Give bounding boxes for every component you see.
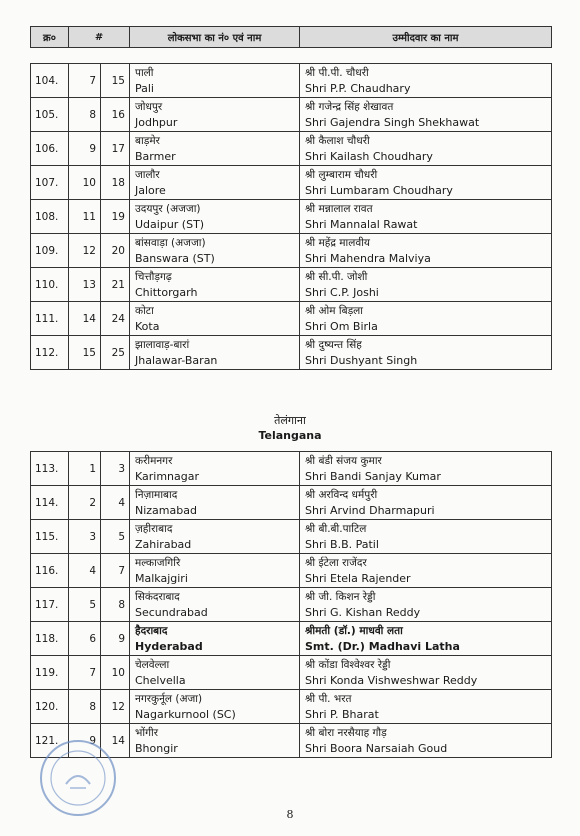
constituency-name-cell	[130, 690, 300, 724]
constituency-number: 19	[101, 200, 130, 234]
constituency-number: 18	[101, 166, 130, 200]
constituency-name-hindi: सिकंदराबाद	[135, 590, 180, 603]
candidate-name-cell	[300, 234, 552, 268]
candidate-name-english: Smt. (Dr.) Madhavi Latha	[305, 639, 460, 653]
constituency-number: 10	[101, 656, 130, 690]
candidate-name-english: Shri C.P. Joshi	[305, 285, 379, 299]
constituency-number: 8	[101, 588, 130, 622]
constituency-name-english: Jodhpur	[135, 115, 178, 129]
state-number: 9	[69, 724, 101, 758]
serial-number: 107.	[31, 166, 69, 200]
table-row	[31, 64, 552, 98]
candidate-name-cell	[300, 200, 552, 234]
candidate-name-english: Shri Konda Vishweshwar Reddy	[305, 673, 478, 687]
candidate-name-cell	[300, 132, 552, 166]
page-number: 8	[286, 808, 294, 821]
table-row	[31, 452, 552, 486]
candidate-name-cell	[300, 98, 552, 132]
candidate-name-hindi: श्री गजेन्द्र सिंह शेखावत	[305, 100, 394, 113]
serial-number: 108.	[31, 200, 69, 234]
constituency-name-english: Jhalawar-Baran	[135, 353, 218, 367]
constituency-name-cell	[130, 588, 300, 622]
constituency-name-english: Zahirabad	[135, 537, 192, 551]
constituency-name-hindi: कोटा	[135, 304, 154, 317]
constituency-name-english: Malkajgiri	[135, 571, 188, 585]
constituency-name-cell	[130, 98, 300, 132]
serial-number: 117.	[31, 588, 69, 622]
table-row	[31, 622, 552, 656]
state-number: 8	[69, 690, 101, 724]
constituency-name-english: Chelvella	[135, 673, 186, 687]
section-title-english: Telangana	[258, 429, 322, 442]
constituency-name-hindi: करीमनगर	[135, 454, 173, 467]
candidate-name-english: Shri Mannalal Rawat	[305, 217, 418, 231]
constituency-name-english: Bhongir	[135, 741, 178, 755]
state-number: 4	[69, 554, 101, 588]
candidate-name-english: Shri Kailash Choudhary	[305, 149, 433, 163]
candidate-name-cell	[300, 656, 552, 690]
constituency-name-hindi: उदयपुर (अजजा)	[135, 202, 201, 215]
constituency-number: 15	[101, 64, 130, 98]
table-row	[31, 520, 552, 554]
candidate-name-english: Shri Etela Rajender	[305, 571, 411, 585]
header-candidate: उम्मीदवार का नाम	[300, 27, 552, 48]
constituency-name-hindi: चेलवेल्ला	[135, 658, 170, 671]
candidate-name-hindi: श्री मन्नालाल रावत	[305, 202, 373, 215]
constituency-number: 7	[101, 554, 130, 588]
constituency-name-cell	[130, 132, 300, 166]
candidate-name-hindi: श्री महेंद्र मालवीय	[305, 236, 371, 249]
serial-number: 121.	[31, 724, 69, 758]
constituency-number: 3	[101, 452, 130, 486]
candidate-name-cell	[300, 690, 552, 724]
serial-number: 112.	[31, 336, 69, 370]
candidate-name-hindi: श्री पी. भरत	[305, 692, 352, 705]
constituency-number: 21	[101, 268, 130, 302]
candidate-name-cell	[300, 302, 552, 336]
constituency-name-hindi: मल्काजगिरि	[135, 556, 181, 569]
candidate-name-english: Shri B.B. Patil	[305, 537, 379, 551]
constituency-name-hindi: नगरकुर्नूल (अजा)	[135, 692, 203, 705]
constituency-number: 20	[101, 234, 130, 268]
table-row	[31, 554, 552, 588]
constituency-name-english: Secundrabad	[135, 605, 208, 619]
telangana-candidate-table	[30, 451, 552, 758]
candidate-name-english: Shri P. Bharat	[305, 707, 379, 721]
constituency-name-cell	[130, 64, 300, 98]
constituency-name-hindi: पाली	[135, 66, 154, 79]
serial-number: 105.	[31, 98, 69, 132]
state-number: 9	[69, 132, 101, 166]
table-row	[31, 690, 552, 724]
constituency-name-cell	[130, 268, 300, 302]
candidate-name-english: Shri Bandi Sanjay Kumar	[305, 469, 441, 483]
party-seal-stamp	[38, 738, 118, 818]
constituency-number: 24	[101, 302, 130, 336]
constituency-number: 9	[101, 622, 130, 656]
candidate-name-english: Shri Dushyant Singh	[305, 353, 418, 367]
constituency-name-english: Hyderabad	[135, 639, 203, 653]
table-row	[31, 166, 552, 200]
constituency-name-hindi: हैदराबाद	[135, 624, 168, 637]
constituency-name-cell	[130, 336, 300, 370]
candidate-name-english: Shri Mahendra Malviya	[305, 251, 431, 265]
candidate-name-cell	[300, 336, 552, 370]
constituency-name-english: Karimnagar	[135, 469, 200, 483]
constituency-name-cell	[130, 656, 300, 690]
constituency-name-english: Nagarkurnool (SC)	[135, 707, 236, 721]
serial-number: 120.	[31, 690, 69, 724]
constituency-name-cell	[130, 486, 300, 520]
table-row	[31, 234, 552, 268]
header-row	[31, 27, 552, 48]
serial-number: 118.	[31, 622, 69, 656]
table-row	[31, 132, 552, 166]
constituency-number: 12	[101, 690, 130, 724]
constituency-name-cell	[130, 302, 300, 336]
table-row	[31, 268, 552, 302]
constituency-number: 14	[101, 724, 130, 758]
constituency-number: 4	[101, 486, 130, 520]
candidate-name-hindi: श्रीमती (डॉ.) माधवी लता	[305, 624, 403, 637]
state-number: 1	[69, 452, 101, 486]
state-number: 15	[69, 336, 101, 370]
candidate-name-english: Shri Arvind Dharmapuri	[305, 503, 435, 517]
state-number: 3	[69, 520, 101, 554]
candidate-name-english: Shri Boora Narsaiah Goud	[305, 741, 448, 755]
state-number: 8	[69, 98, 101, 132]
constituency-name-hindi: ज़हीराबाद	[135, 522, 173, 535]
state-number: 2	[69, 486, 101, 520]
candidate-name-english: Shri Gajendra Singh Shekhawat	[305, 115, 480, 129]
constituency-number: 16	[101, 98, 130, 132]
constituency-name-english: Nizamabad	[135, 503, 197, 517]
state-number: 10	[69, 166, 101, 200]
state-number: 5	[69, 588, 101, 622]
state-number: 14	[69, 302, 101, 336]
rajasthan-candidate-table	[30, 63, 552, 370]
constituency-name-cell	[130, 622, 300, 656]
serial-number: 109.	[31, 234, 69, 268]
constituency-name-english: Kota	[135, 319, 160, 333]
state-number: 12	[69, 234, 101, 268]
candidate-name-hindi: श्री कैलाश चौधरी	[305, 134, 370, 147]
state-number: 13	[69, 268, 101, 302]
serial-number: 119.	[31, 656, 69, 690]
candidate-name-hindi: श्री सी.पी. जोशी	[305, 270, 368, 283]
constituency-name-cell	[130, 200, 300, 234]
serial-number: 110.	[31, 268, 69, 302]
constituency-name-english: Banswara (ST)	[135, 251, 215, 265]
header-serial: क्र०	[31, 27, 69, 48]
constituency-number: 17	[101, 132, 130, 166]
candidate-name-hindi: श्री बी.बी.पाटिल	[305, 522, 367, 535]
candidate-name-hindi: श्री बोरा नरसैयाह गौड़	[305, 726, 387, 739]
serial-number: 115.	[31, 520, 69, 554]
serial-number: 106.	[31, 132, 69, 166]
candidate-name-english: Shri G. Kishan Reddy	[305, 605, 421, 619]
constituency-name-english: Chittorgarh	[135, 285, 198, 299]
constituency-number: 25	[101, 336, 130, 370]
serial-number: 114.	[31, 486, 69, 520]
candidate-name-cell	[300, 520, 552, 554]
candidate-name-hindi: श्री ओम बिड़ला	[305, 304, 364, 317]
serial-number: 111.	[31, 302, 69, 336]
candidate-name-cell	[300, 452, 552, 486]
header-number: #	[69, 27, 130, 48]
state-number: 7	[69, 656, 101, 690]
candidate-name-english: Shri P.P. Chaudhary	[305, 81, 411, 95]
constituency-name-english: Udaipur (ST)	[135, 217, 205, 231]
section-title-telangana	[0, 413, 580, 443]
constituency-name-cell	[130, 724, 300, 758]
column-header-table	[30, 26, 552, 48]
candidate-name-hindi: श्री जी. किशन रेड्डी	[305, 590, 376, 603]
serial-number: 116.	[31, 554, 69, 588]
candidate-name-cell	[300, 724, 552, 758]
candidate-name-hindi: श्री कोंडा विश्वेश्वर रेड्डी	[305, 658, 391, 671]
table-row	[31, 588, 552, 622]
constituency-name-hindi: जोधपुर	[135, 100, 163, 113]
constituency-name-hindi: चित्तौड़गढ़	[135, 270, 172, 283]
serial-number: 104.	[31, 64, 69, 98]
constituency-name-cell	[130, 452, 300, 486]
state-number: 11	[69, 200, 101, 234]
candidate-name-hindi: श्री बंडी संजय कुमार	[305, 454, 382, 467]
header-constituency: लोकसभा का नं० एवं नाम	[130, 27, 300, 48]
constituency-name-hindi: बांसवाड़ा (अजजा)	[135, 236, 206, 249]
candidate-name-hindi: श्री पी.पी. चौधरी	[305, 66, 369, 79]
constituency-name-hindi: जालौर	[135, 168, 160, 181]
candidate-name-cell	[300, 622, 552, 656]
candidate-name-hindi: श्री अरविन्द धर्मपुरी	[305, 488, 378, 501]
table-row	[31, 336, 552, 370]
constituency-name-cell	[130, 166, 300, 200]
constituency-name-hindi: निज़ामाबाद	[135, 488, 178, 501]
candidate-name-hindi: श्री लुम्बाराम चौधरी	[305, 168, 378, 181]
constituency-name-cell	[130, 520, 300, 554]
candidate-name-cell	[300, 64, 552, 98]
candidate-name-hindi: श्री दुष्यन्त सिंह	[305, 338, 362, 351]
constituency-name-hindi: भोंगीर	[135, 726, 159, 739]
constituency-name-english: Barmer	[135, 149, 176, 163]
table-row	[31, 200, 552, 234]
constituency-name-hindi: झालावाड़-बारां	[135, 338, 190, 351]
table-row	[31, 302, 552, 336]
candidate-name-cell	[300, 588, 552, 622]
serial-number: 113.	[31, 452, 69, 486]
state-number: 6	[69, 622, 101, 656]
candidate-name-cell	[300, 268, 552, 302]
constituency-name-hindi: बाड़मेर	[135, 134, 160, 147]
table-row	[31, 656, 552, 690]
constituency-name-cell	[130, 234, 300, 268]
candidate-name-english: Shri Om Birla	[305, 319, 378, 333]
candidate-name-cell	[300, 166, 552, 200]
candidate-name-english: Shri Lumbaram Choudhary	[305, 183, 453, 197]
constituency-name-cell	[130, 554, 300, 588]
constituency-name-english: Pali	[135, 81, 154, 95]
table-row	[31, 98, 552, 132]
table-row	[31, 486, 552, 520]
candidate-name-cell	[300, 554, 552, 588]
candidate-name-cell	[300, 486, 552, 520]
candidate-name-hindi: श्री ईटेला राजेंदर	[305, 556, 367, 569]
section-title-hindi: तेलंगाना	[274, 414, 306, 427]
constituency-number: 5	[101, 520, 130, 554]
constituency-name-english: Jalore	[135, 183, 166, 197]
state-number: 7	[69, 64, 101, 98]
